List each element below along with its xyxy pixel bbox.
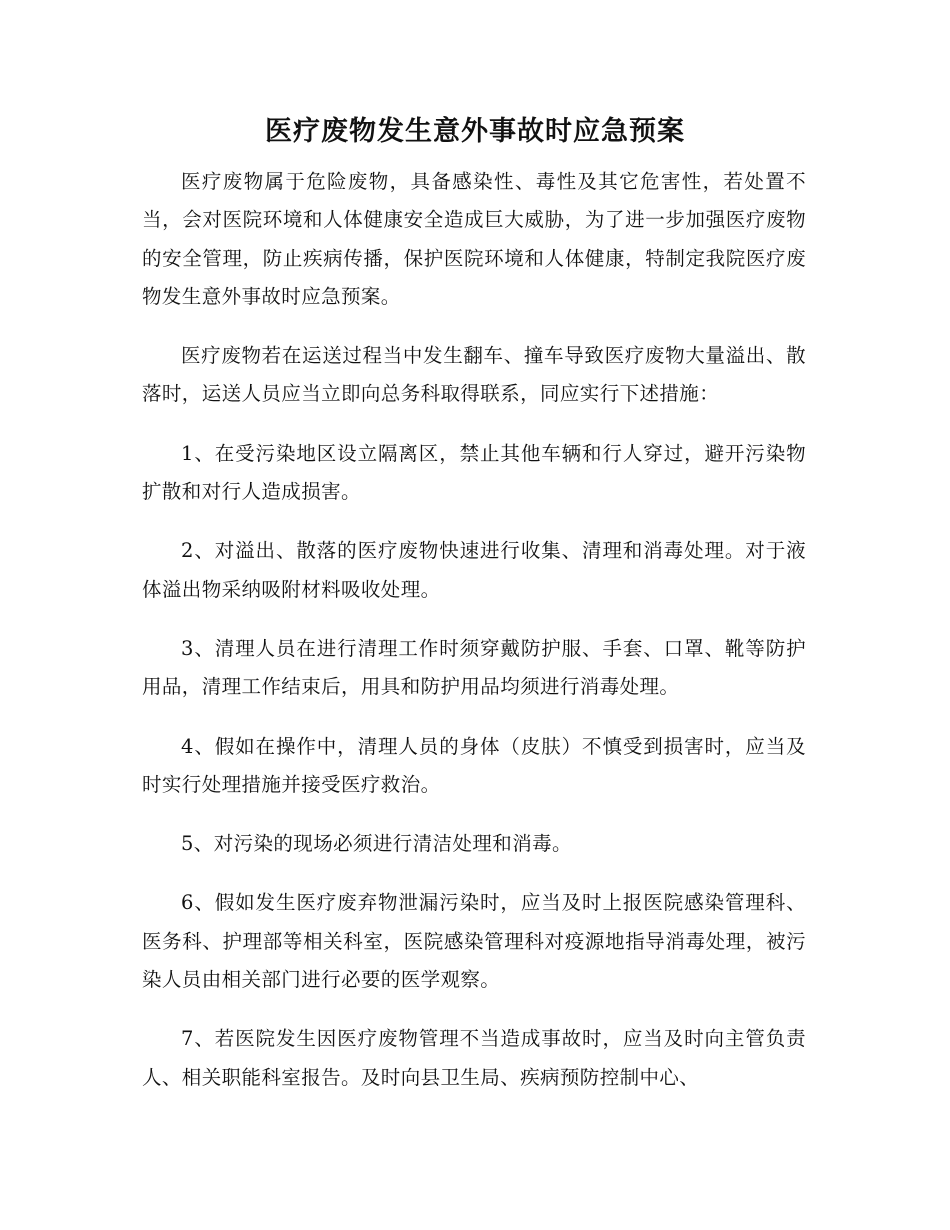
measure-item-5: 5、对污染的现场必须进行清洁处理和消毒。 (181, 832, 572, 856)
measure-item-4: 4、假如在操作中，清理人员的身体（皮肤）不慎受到损害时，应当及时实行处理措施并接受医疗救治。 (142, 734, 806, 796)
document-body (142, 163, 806, 1118)
measure-item-6: 6、假如发生医疗废弃物泄漏污染时，应当及时上报医院感染管理科、医务科、护理部等相关科室，医院感染管理科对疫源地指导消毒处理，被污染人员由相关部门进行必要的医学观察。 (142, 891, 806, 992)
transport-accident-paragraph: 医疗废物若在运送过程当中发生翻车、撞车导致医疗废物大量溢出、散落时，运送人员应当立即向总务科取得联系，同应实行下述措施： (142, 344, 806, 406)
intro-paragraph: 医疗废物属于危险废物，具备感染性、毒性及其它危害性，若处置不当，会对医院环境和人体健康安全造成巨大威胁，为了进一步加强医疗废物的安全管理，防止疾病传播，保护医院环境和人体健康，特制定我院医疗废物发生意外事故时应急预案。 (142, 170, 806, 308)
measure-item-3: 3、清理人员在进行清理工作时须穿戴防护服、手套、口罩、靴等防护用品，清理工作结束后，用具和防护用品均须进行消毒处理。 (142, 636, 806, 699)
measure-item-7: 7、若医院发生因医疗废物管理不当造成事故时，应当及时向主管负责人、相关职能科室报告。及时向县卫生局、疾病预防控制中心、 (142, 1027, 806, 1089)
measure-item-2: 2、对溢出、散落的医疗废物快速进行收集、清理和消毒处理。对于液体溢出物采纳吸附材料吸收处理。 (142, 539, 806, 601)
document-title: 医疗废物发生意外事故时应急预案 (265, 116, 685, 147)
measure-item-1: 1、在受污染地区设立隔离区，禁止其他车辆和行人穿过，避开污染物扩散和对行人造成损害。 (142, 441, 806, 504)
